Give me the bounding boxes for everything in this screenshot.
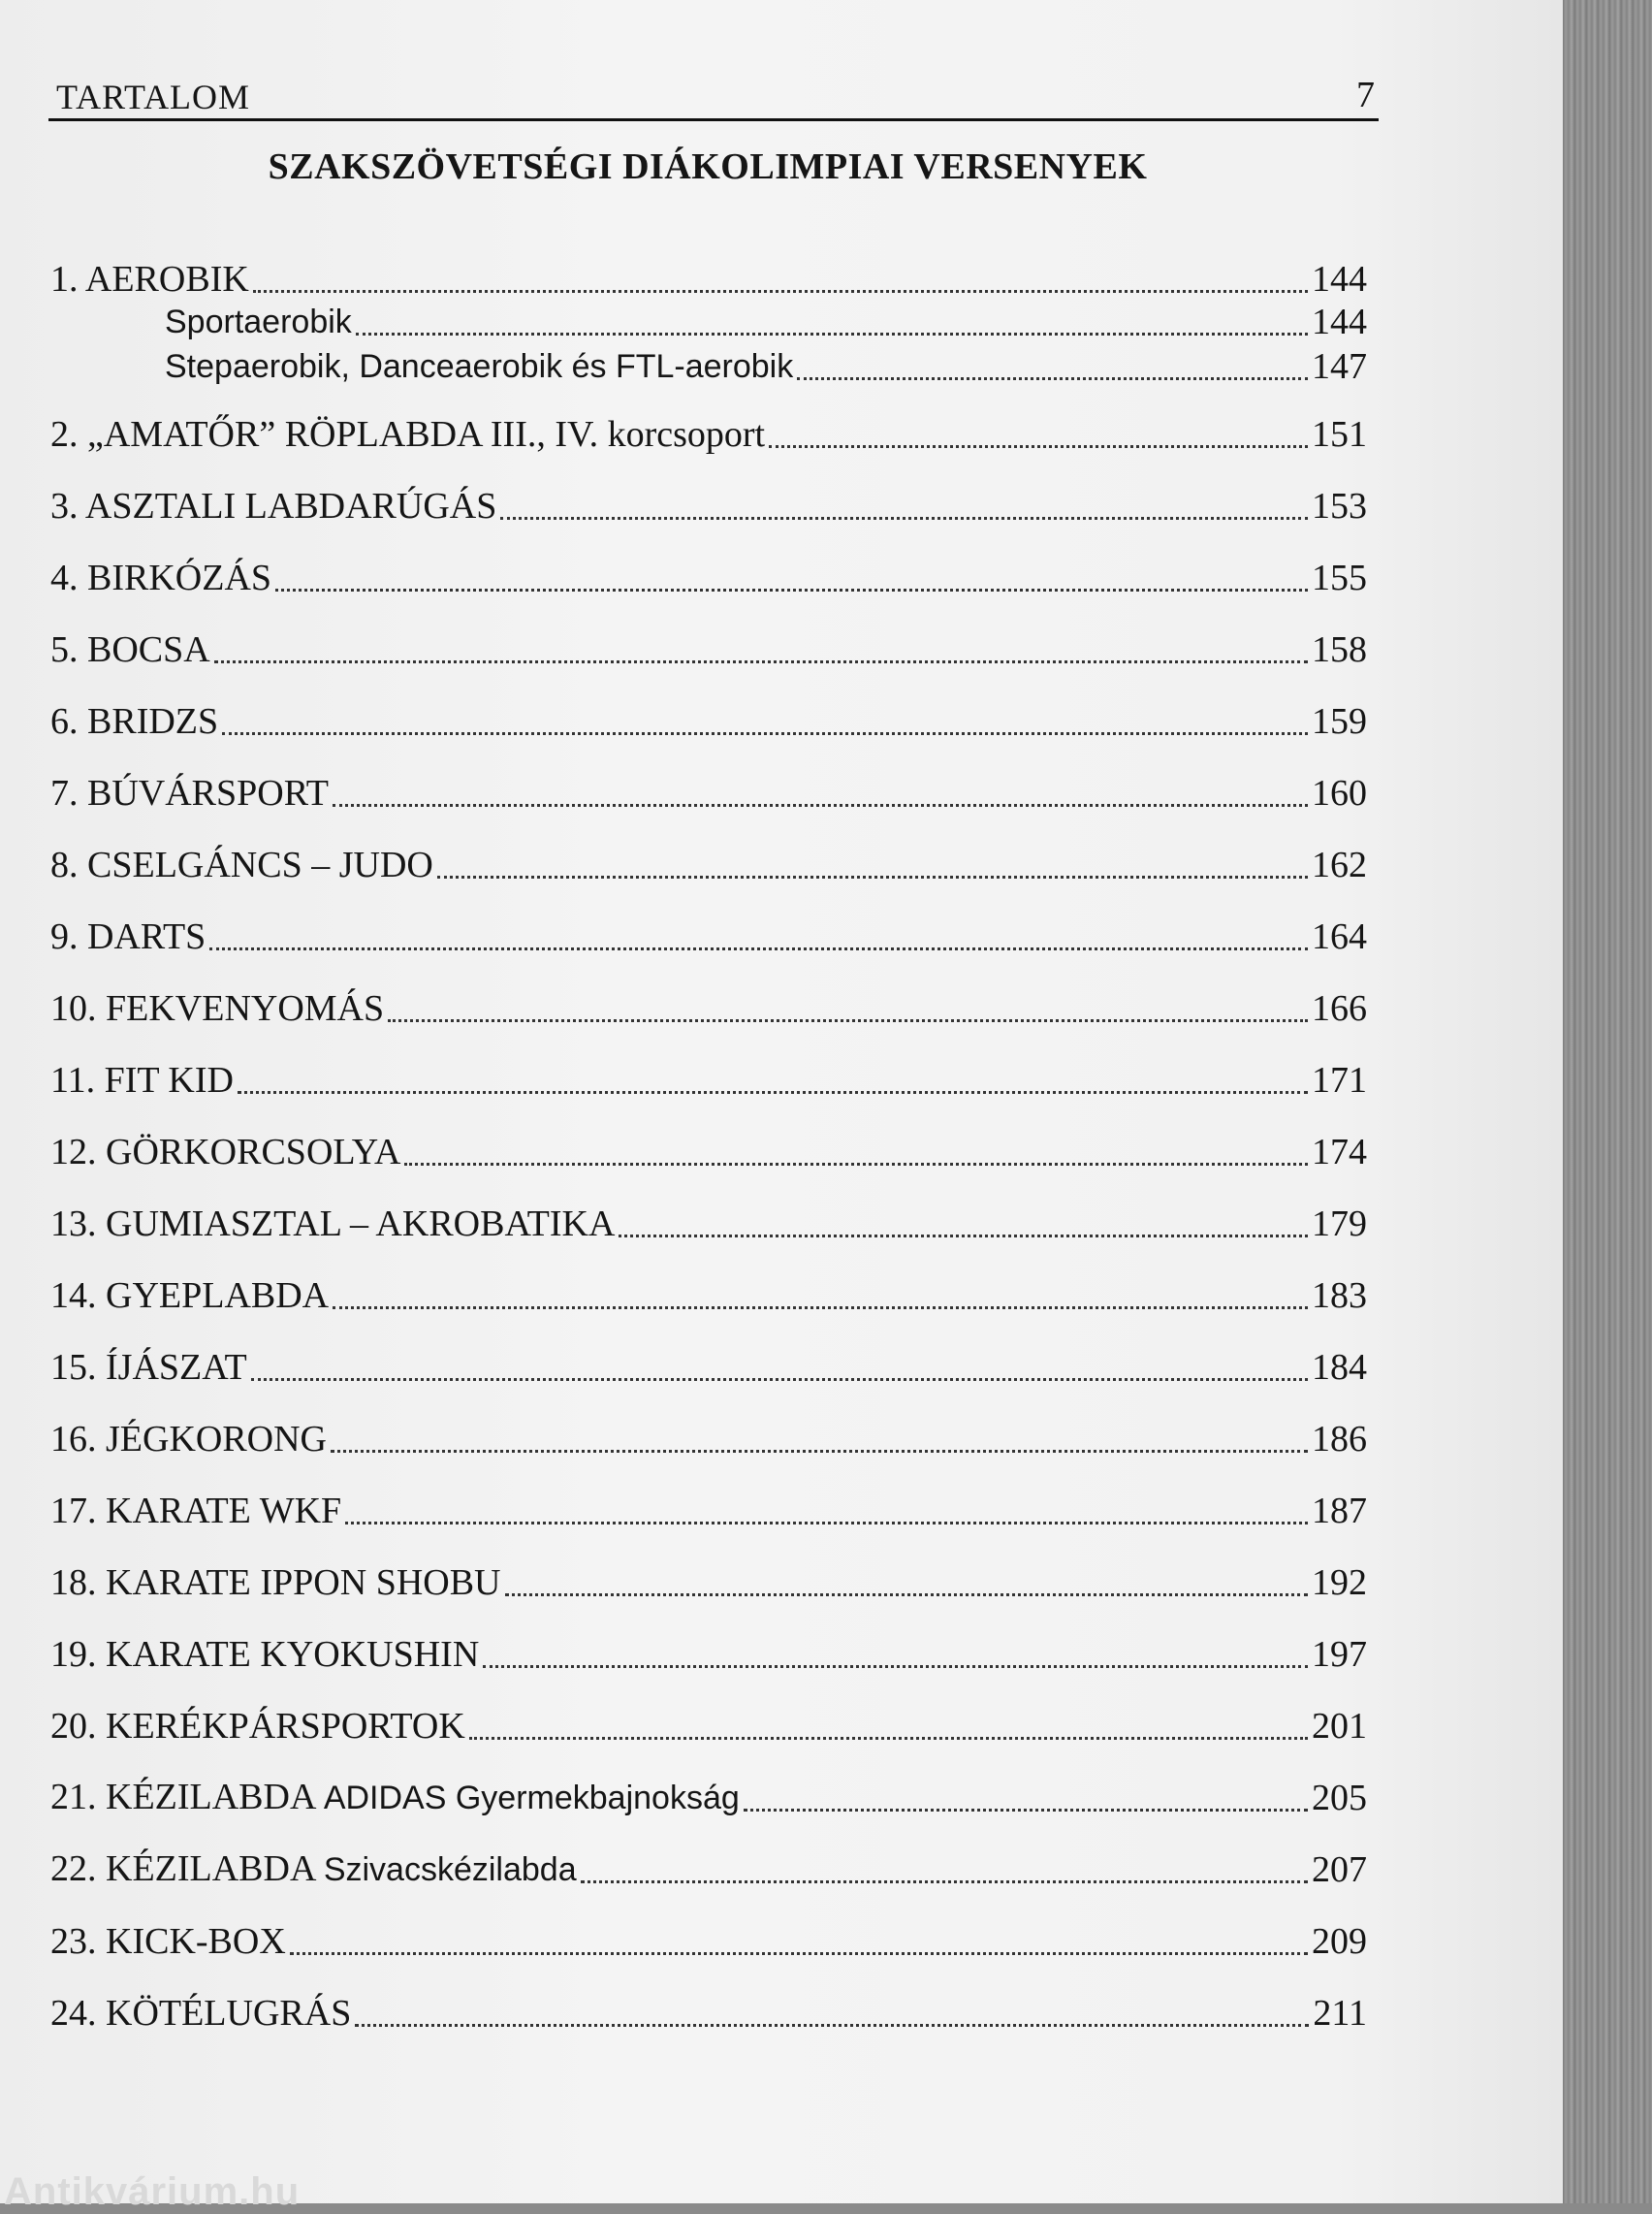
- toc-dot-leader: [214, 659, 1308, 663]
- toc-entry-page: 205: [1312, 1778, 1367, 1818]
- toc-entry: [50, 1990, 1367, 2037]
- toc-dot-leader: [238, 1090, 1308, 1094]
- toc-entry: [50, 1631, 1367, 1678]
- toc-dot-leader: [253, 289, 1308, 293]
- toc-entry-title-text: 13. GUMIASZTAL – AKROBATIKA: [50, 1203, 616, 1244]
- toc-dot-leader: [275, 588, 1308, 592]
- toc-entry-page: 144: [1312, 302, 1367, 342]
- toc-entry: [50, 555, 1367, 601]
- toc-entry-title-text: 3. ASZTALI LABDARÚGÁS: [50, 486, 497, 527]
- toc-entry-page: 207: [1312, 1849, 1367, 1890]
- toc-dot-leader: [744, 1808, 1308, 1812]
- toc-dot-leader: [209, 947, 1308, 950]
- toc-entry-title: [50, 1845, 577, 1893]
- toc-entry: [165, 343, 1367, 390]
- toc-entry-title-text: 21. KÉZILABDA: [50, 1777, 315, 1817]
- toc-dot-leader: [505, 1592, 1309, 1596]
- toc-dot-leader: [581, 1879, 1308, 1883]
- toc-entry-title: [50, 1990, 351, 2037]
- toc-entry-title-text: 4. BIRKÓZÁS: [50, 558, 272, 598]
- toc-entry: [50, 1488, 1367, 1534]
- toc-dot-leader: [619, 1234, 1308, 1237]
- toc-entry: [50, 1846, 1367, 1893]
- toc-entry-title: [50, 626, 210, 673]
- page-number: 7: [1356, 75, 1375, 115]
- toc-dot-leader: [437, 875, 1308, 879]
- toc-entry-page: 160: [1312, 773, 1367, 814]
- toc-entry-title-text: 19. KARATE KYOKUSHIN: [50, 1634, 480, 1675]
- toc-entry-page: 153: [1312, 486, 1367, 527]
- toc-entry-page: 186: [1312, 1419, 1367, 1460]
- toc-entry-title-text: 18. KARATE IPPON SHOBU: [50, 1562, 501, 1603]
- toc-entry: [50, 842, 1367, 888]
- toc-entry-page: 144: [1312, 259, 1367, 300]
- toc-entry: [50, 483, 1367, 529]
- toc-entry-title: [50, 1918, 286, 1965]
- toc-entry: [50, 1201, 1367, 1247]
- toc-entry-page: 201: [1312, 1706, 1367, 1747]
- toc-entry: [165, 299, 1367, 345]
- toc-entry-page: 183: [1312, 1275, 1367, 1316]
- toc-dot-leader: [290, 1951, 1308, 1955]
- toc-entry-title-text: 14. GYEPLABDA: [50, 1275, 330, 1316]
- toc-dot-leader: [483, 1664, 1308, 1668]
- toc-entry-page: 171: [1312, 1060, 1367, 1101]
- toc-entry-page: 184: [1312, 1347, 1367, 1388]
- toc-entry: [50, 411, 1367, 458]
- toc-entry-page: 147: [1312, 346, 1367, 387]
- toc-entry-page: 209: [1312, 1921, 1367, 1962]
- toc-entry-title-text: 17. KARATE WKF: [50, 1491, 342, 1531]
- toc-entry-page: 162: [1312, 845, 1367, 885]
- toc-entry-page: 158: [1312, 629, 1367, 670]
- toc-entry: [50, 1918, 1367, 1965]
- toc-entry-page: 211: [1313, 1993, 1367, 2034]
- toc-entry-title-text: 9. DARTS: [50, 916, 206, 957]
- toc-entry-title-text: 12. GÖRKORCSOLYA: [50, 1132, 401, 1172]
- toc-dot-leader: [404, 1162, 1308, 1166]
- section-heading: SZAKSZÖVETSÉGI DIÁKOLIMPIAI VERSENYEK: [268, 146, 1148, 187]
- toc-entry-title: [50, 842, 433, 888]
- toc-entry: [50, 1129, 1367, 1175]
- toc-entry-page: 159: [1312, 701, 1367, 742]
- toc-entry-page: 192: [1312, 1562, 1367, 1603]
- page-edge: [1563, 0, 1652, 2203]
- toc-entry-title-text: 15. ÍJÁSZAT: [50, 1347, 247, 1388]
- toc-entry-page: 174: [1312, 1132, 1367, 1172]
- toc-entry-title: [50, 555, 271, 601]
- toc-dot-leader: [345, 1521, 1308, 1524]
- toc-entry-title: [165, 299, 352, 345]
- toc-entry-page: 197: [1312, 1634, 1367, 1675]
- toc-entry-title-text: Stepaerobik, Danceaerobik és FTL-aerobik: [165, 348, 794, 385]
- toc-entry: [50, 914, 1367, 960]
- toc-dot-leader: [356, 332, 1308, 336]
- toc-dot-leader: [797, 376, 1308, 380]
- toc-entry-title-text: 1. AEROBIK: [50, 259, 249, 300]
- toc-entry-subtitle: ADIDAS Gyermekbajnokság: [323, 1780, 740, 1816]
- toc-entry-title: [50, 1129, 400, 1175]
- toc-entry: [50, 626, 1367, 673]
- toc-entry-title: [50, 1703, 465, 1749]
- toc-entry-title: [50, 1559, 501, 1606]
- toc-entry: [50, 1272, 1367, 1319]
- toc-entry-title: [50, 1774, 740, 1821]
- toc-entry: [50, 1057, 1367, 1104]
- toc-entry-page: 166: [1312, 988, 1367, 1029]
- toc-entry: [50, 1416, 1367, 1462]
- toc-entry-title: [50, 483, 496, 529]
- watermark-text: Antikvárium.hu: [4, 2170, 301, 2213]
- toc-entry-title: [50, 698, 218, 745]
- toc-entry-title: [50, 1057, 234, 1104]
- toc-entry: [50, 985, 1367, 1032]
- toc-entry-title: [165, 343, 793, 390]
- toc-entry: [50, 698, 1367, 745]
- toc-entry: [50, 1559, 1367, 1606]
- toc-entry-title-text: 24. KÖTÉLUGRÁS: [50, 1993, 352, 2034]
- toc-entry: [50, 1344, 1367, 1391]
- toc-entry-title: [50, 1488, 341, 1534]
- toc-entry-title: [50, 985, 384, 1032]
- toc-entry-title: [50, 770, 329, 817]
- running-head-title: TARTALOM: [56, 78, 251, 116]
- toc-entry-page: 179: [1312, 1203, 1367, 1244]
- toc-entry-title: [50, 1272, 329, 1319]
- toc-dot-leader: [333, 1305, 1308, 1309]
- toc-entry-title-text: 5. BOCSA: [50, 629, 210, 670]
- toc-dot-leader: [469, 1736, 1308, 1740]
- toc-entry-title: [50, 1344, 247, 1391]
- toc-dot-leader: [769, 444, 1308, 448]
- toc-entry-title-text: 2. „AMATŐR” RÖPLABDA III., IV. korcsoport: [50, 414, 766, 455]
- toc-entry-title-text: 7. BÚVÁRSPORT: [50, 773, 330, 814]
- toc-entry-title-text: Sportaerobik: [165, 304, 352, 340]
- toc-entry-title-text: 6. BRIDZS: [50, 701, 219, 742]
- toc-entry-title: [50, 411, 765, 458]
- toc-dot-leader: [251, 1377, 1308, 1381]
- toc-entry-title-text: 23. KICK-BOX: [50, 1921, 286, 1962]
- toc-dot-leader: [355, 2023, 1309, 2027]
- toc-entry: [50, 256, 1367, 303]
- toc-entry: [50, 1775, 1367, 1821]
- running-head: [48, 70, 1379, 121]
- toc-dot-leader: [222, 731, 1308, 735]
- toc-entry-title-text: 22. KÉZILABDA: [50, 1848, 315, 1889]
- toc-entry-page: 155: [1312, 558, 1367, 598]
- toc-dot-leader: [333, 803, 1308, 807]
- toc-entry-page: 187: [1312, 1491, 1367, 1531]
- toc-entry-title: [50, 256, 249, 303]
- toc-entry-title: [50, 1201, 615, 1247]
- toc-entry-title-text: 16. JÉGKORONG: [50, 1419, 327, 1460]
- toc-entry-title-text: 11. FIT KID: [50, 1060, 234, 1101]
- toc-entry-subtitle: Szivacskézilabda: [323, 1851, 577, 1888]
- toc-entry: [50, 770, 1367, 817]
- toc-entry-page: 164: [1312, 916, 1367, 957]
- toc-dot-leader: [500, 516, 1308, 520]
- toc-entry-title: [50, 1631, 479, 1678]
- toc-dot-leader: [331, 1449, 1308, 1453]
- toc-entry-title: [50, 914, 206, 960]
- toc-entry-title: [50, 1416, 327, 1462]
- toc-entry-page: 151: [1312, 414, 1367, 455]
- toc-dot-leader: [388, 1018, 1308, 1022]
- toc-entry: [50, 1703, 1367, 1749]
- toc-entry-title-text: 20. KERÉKPÁRSPORTOK: [50, 1706, 465, 1747]
- toc-entry-title-text: 10. FEKVENYOMÁS: [50, 988, 385, 1029]
- toc-entry-title-text: 8. CSELGÁNCS – JUDO: [50, 845, 433, 885]
